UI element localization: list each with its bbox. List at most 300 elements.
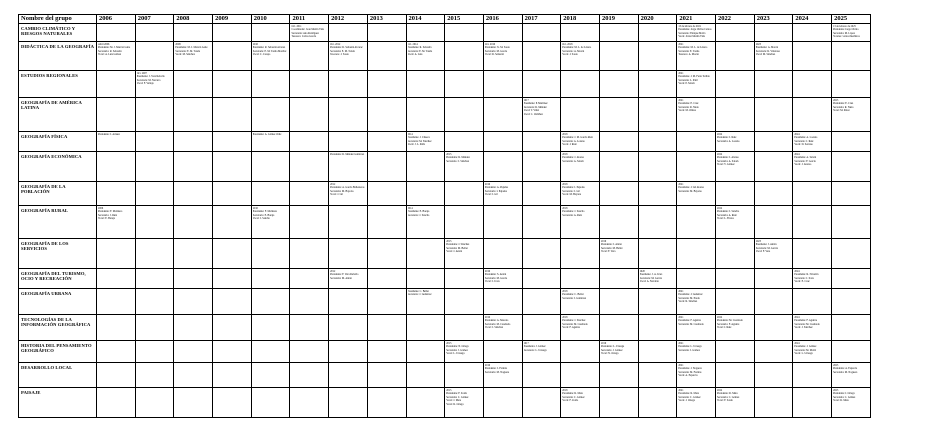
cell-text: Presidenta: M. L. de Lázaro (678, 46, 708, 50)
cell-text: Secretaria: M. Cuadrado (678, 322, 704, 326)
cell-text: Presidente: R. Méndez (446, 156, 470, 160)
cell-2022 (716, 269, 755, 289)
cell-text: Secretario: A. Morón (562, 49, 585, 53)
cell-2010 (251, 24, 290, 42)
table-row (19, 315, 871, 341)
cell-2018 (561, 363, 600, 388)
cell-2014 (406, 182, 445, 206)
cell-2011 (290, 98, 329, 132)
cell-text: Secretaria: E. M. Tonda (407, 49, 433, 53)
year-header-2008: 2008 (174, 15, 213, 24)
cell-2024 (793, 42, 832, 71)
cell-2006 (97, 388, 136, 418)
cell-text: Presidenta: I. Pujadas (562, 186, 585, 190)
cell-text: Secretaria: M. Mollá (794, 348, 816, 352)
cell-2023 (754, 388, 793, 418)
cell-2008 (174, 315, 213, 341)
cell-text: Vocal: R. Ortega (446, 402, 464, 406)
cell-2008 (174, 71, 213, 98)
cell-text: Vocal: Javier Martín Vide (678, 35, 705, 39)
cell-text: 13 de febrero de 2025 (833, 25, 856, 28)
cell-2017 (522, 71, 561, 98)
cell-2011 (290, 315, 329, 341)
cell-text: Secretario: J. Sancho (407, 213, 430, 217)
cell-2016 (483, 152, 522, 182)
cell-2014 (406, 315, 445, 341)
cell-text: Secretaria: M. López (833, 31, 855, 35)
cell-text: Secretaria: C. Gómez (717, 395, 740, 399)
cell-text: 2015 (446, 342, 452, 345)
cell-text: Secretaria: M. Cuadrado (794, 322, 820, 326)
cell-text: 2015 (446, 153, 452, 156)
cell-text: Vocal: J. Antón (446, 250, 463, 254)
cell-2013 (367, 315, 406, 341)
cell-2009 (213, 289, 252, 315)
cell-2018 (561, 239, 600, 269)
cell-text: Vocal: T. Vidal (523, 109, 539, 113)
cell-2011 (290, 239, 329, 269)
cell-text: Vocal: J. Alonso (794, 163, 812, 167)
cell-text: 2022 (717, 133, 723, 136)
cell-2019 (599, 289, 638, 315)
cell-text: Secretaria: M. García (639, 276, 662, 280)
table-row (19, 182, 871, 206)
cell-2008 (174, 182, 213, 206)
cell-text: Presidente: A. Esparcia (833, 367, 858, 371)
cell-text: Secretaria: E. M. Tonda Monllor (252, 49, 287, 53)
cell-text: Secretaria: R. Nieto (833, 105, 854, 109)
cell-2006 (97, 98, 136, 132)
cell-2019 (599, 24, 638, 42)
cell-text: Secretaria: E. M. Tonda (330, 49, 355, 53)
cell-text: Vocal: F. Aguirre (562, 326, 580, 330)
cell-2018 (561, 315, 600, 341)
cell-2025 (832, 24, 871, 42)
cell-2018 (561, 269, 600, 289)
cell-text: Vocal: M. Sánchez (175, 53, 195, 57)
cell-text: Presidente: N. Ortega (446, 345, 469, 349)
cell-text: Presidente: J. Antón (755, 243, 777, 247)
cell-text: Secretaria: C. Gómez (562, 395, 585, 399)
cell-text: Vocal: F. Zoido (562, 399, 579, 403)
cell-2024 (793, 98, 832, 132)
cell-2009 (213, 71, 252, 98)
cell-text: Presidente: A. García Ballesteros (330, 186, 365, 190)
cell-text: Secretaria: M. Bayona (330, 189, 354, 193)
cell-text: 2019 (600, 240, 607, 243)
cell-text: Vocal: L. Urteaga (446, 352, 465, 356)
cell-2012 (329, 42, 368, 71)
cell-2022 (716, 388, 755, 418)
cell-2022 (716, 289, 755, 315)
cell-text: Vocal: R. Mata (833, 399, 849, 403)
cell-text: Vocal: C. Crespo (252, 53, 271, 57)
cell-2018 (561, 152, 600, 182)
cell-text: 2021 (678, 99, 684, 102)
cell-2008 (174, 289, 213, 315)
cell-2015 (445, 24, 484, 42)
cell-2017 (522, 363, 561, 388)
cell-text: 2014 (407, 133, 413, 136)
cell-2007 (135, 269, 174, 289)
cell-text: Tesorero: A. Morón (678, 53, 699, 57)
cell-text: 2018 (562, 290, 568, 293)
table-row (19, 132, 871, 152)
cell-2020 (638, 152, 677, 182)
cell-2025 (832, 363, 871, 388)
cell-2010 (251, 182, 290, 206)
cell-text: Oct. 2007 (136, 72, 147, 75)
cell-2013 (367, 98, 406, 132)
cell-2007 (135, 289, 174, 315)
cell-text: Presidente: J. Sancho (717, 210, 740, 214)
cell-text: 2024 (794, 153, 800, 156)
cell-2008 (174, 42, 213, 71)
cell-2006 (97, 206, 136, 239)
cell-2008 (174, 206, 213, 239)
cell-2006 (97, 152, 136, 182)
cell-text: Presidente: R. Mata (717, 392, 738, 396)
cell-2024 (793, 132, 832, 152)
cell-text: 2018 (562, 389, 568, 392)
cell-2020 (638, 239, 677, 269)
cell-2013 (367, 42, 406, 71)
cell-2012 (329, 71, 368, 98)
cell-2024 (793, 206, 832, 239)
cell-2018 (561, 24, 600, 42)
cell-text: Secretaria: A. Salom (717, 159, 739, 163)
cell-text: 2021 (678, 342, 684, 345)
cell-text: Vocal: M. Sánchez (755, 53, 776, 57)
table-row (19, 289, 871, 315)
cell-2016 (483, 132, 522, 152)
cell-text: Vocal: A. Luis Gómez (98, 53, 122, 57)
cell-2022 (716, 206, 755, 239)
cell-2011 (290, 289, 329, 315)
cell-text: 2016 (484, 364, 491, 367)
cell-text: Presidente: C. Bellet (562, 293, 584, 297)
cell-text: Secretaria: M. Prada (678, 296, 700, 300)
group-name: GEOGRAFÍA DEL TURISMO, OCIO Y RECREACIÓN (19, 269, 97, 289)
cell-2012 (329, 289, 368, 315)
year-header-2019: 2019 (599, 15, 638, 24)
cell-text: 2021 (678, 364, 684, 367)
cell-2012 (329, 132, 368, 152)
cell-text: Secretario: J. Ruiz (98, 213, 118, 217)
cell-text: Secretaria: M. Noguera (484, 370, 510, 374)
cell-text: Secretario: J. Gutiérrez (407, 293, 432, 297)
cell-text: Presidente: J. Alonso (717, 156, 739, 160)
cell-2023 (754, 206, 793, 239)
cell-text: Secretaria: M. García (484, 276, 508, 280)
cell-2006 (97, 24, 136, 42)
table-row (19, 24, 871, 42)
cell-text: Secretario: J. Sánchez (446, 159, 470, 163)
cell-text: Secretaria: E. Tonda (678, 49, 700, 53)
cell-2020 (638, 206, 677, 239)
cell-text: 2021 (678, 316, 684, 319)
cell-2019 (599, 132, 638, 152)
cell-text: Vocal: J. Ruiz (717, 326, 732, 330)
cell-2023 (754, 98, 793, 132)
cell-text: 2021 (678, 389, 684, 392)
cell-2024 (793, 24, 832, 42)
cell-text: Secretaria: M. García (755, 246, 778, 250)
cell-2012 (329, 152, 368, 182)
cell-text: Vocal: V. Gómez (717, 163, 735, 167)
cell-text: Presidente: J. Sánchez (446, 243, 470, 247)
year-header-2014: 2014 (406, 15, 445, 24)
cell-2020 (638, 98, 677, 132)
cell-2025 (832, 269, 871, 289)
cell-2021 (677, 269, 716, 289)
cell-text: Vocal: A. Esparcia (678, 374, 698, 378)
cell-2023 (754, 239, 793, 269)
cell-text: Presidente: R. Sebastiá Alcaraz (330, 46, 363, 50)
cell-2008 (174, 98, 213, 132)
cell-text: Vocal: R. Sánchez (678, 300, 698, 304)
cell-text: 2016 (484, 183, 491, 186)
group-name: GEOGRAFÍA DE LOS SERVICIOS (19, 239, 97, 269)
cell-2007 (135, 71, 174, 98)
cell-2012 (329, 269, 368, 289)
cell-text: 2010 (252, 207, 258, 210)
year-header-2020: 2020 (638, 15, 677, 24)
cell-2007 (135, 239, 174, 269)
cell-2013 (367, 206, 406, 239)
cell-2021 (677, 132, 716, 152)
cell-2014 (406, 206, 445, 239)
table-row (19, 98, 871, 132)
cell-text: Presidente: F. Molinero (252, 210, 278, 214)
cell-text: Secretaria: E. M. Tonda (175, 49, 200, 53)
cell-text: 2025 (833, 99, 839, 102)
cell-2025 (832, 152, 871, 182)
cell-2010 (251, 388, 290, 418)
cell-2009 (213, 206, 252, 239)
cell-2006 (97, 341, 136, 363)
cell-text: Presidenta: A. Salom (794, 156, 817, 160)
cell-2021 (677, 363, 716, 388)
cell-2022 (716, 71, 755, 98)
year-header-2012: 2012 (329, 15, 368, 24)
cell-text: Vocal: F. Vera (755, 250, 771, 254)
cell-2009 (213, 269, 252, 289)
cell-2014 (406, 239, 445, 269)
cell-2024 (793, 152, 832, 182)
cell-2024 (793, 289, 832, 315)
cell-text: 2022 (717, 207, 723, 210)
cell-2012 (329, 98, 368, 132)
cell-2013 (367, 71, 406, 98)
cell-text: Secretaria: M. García (484, 49, 508, 53)
cell-text: Oct. 2016 (484, 43, 496, 46)
cell-text: Vocal: L. Urteaga (794, 352, 813, 356)
group-name: CAMBIO CLIMÁTICO Y RIESGOS NATURALES (19, 24, 97, 42)
cell-2020 (638, 42, 677, 71)
cell-2011 (290, 363, 329, 388)
cell-2012 (329, 206, 368, 239)
cell-2017 (522, 42, 561, 71)
cell-2010 (251, 98, 290, 132)
cell-2007 (135, 206, 174, 239)
cell-2022 (716, 132, 755, 152)
cell-2016 (483, 315, 522, 341)
cell-2009 (213, 42, 252, 71)
cell-text: Presidente: M. J. Marrón Gaite (98, 46, 131, 50)
cell-2016 (483, 239, 522, 269)
year-header-2023: 2023 (754, 15, 793, 24)
cell-text: Vocal: J. Ruiz (562, 143, 577, 147)
cell-2016 (483, 98, 522, 132)
cell-text: Vocal: J. Ortega (678, 399, 695, 403)
cell-2018 (561, 206, 600, 239)
cell-2006 (97, 71, 136, 98)
group-name: GEOGRAFÍA DE LA POBLACIÓN (19, 182, 97, 206)
cell-2023 (754, 42, 793, 71)
cell-2022 (716, 239, 755, 269)
cell-2007 (135, 24, 174, 42)
cell-2010 (251, 363, 290, 388)
cell-2016 (483, 269, 522, 289)
cell-2021 (677, 239, 716, 269)
cell-2025 (832, 182, 871, 206)
cell-text: Secretario: F. García (794, 159, 816, 163)
cell-2009 (213, 152, 252, 182)
table-row (19, 206, 871, 239)
cell-2017 (522, 239, 561, 269)
cell-2014 (406, 363, 445, 388)
year-header-2018: 2018 (561, 15, 600, 24)
year-header-2024: 2024 (793, 15, 832, 24)
table-row (19, 152, 871, 182)
cell-2021 (677, 388, 716, 418)
cell-text: Vocal: R. Sebastiá (484, 53, 504, 57)
cell-2024 (793, 388, 832, 418)
cell-2007 (135, 182, 174, 206)
cell-2015 (445, 132, 484, 152)
cell-2009 (213, 98, 252, 132)
cell-2011 (290, 132, 329, 152)
table-row (19, 363, 871, 388)
table-row (19, 388, 871, 418)
cell-2025 (832, 71, 871, 98)
cell-2011 (290, 71, 329, 98)
cell-text: 2022 (717, 316, 723, 319)
cell-2009 (213, 24, 252, 42)
cell-2021 (677, 206, 716, 239)
cell-2012 (329, 388, 368, 418)
cell-text: Presidente: L. Urteaga (600, 345, 625, 349)
cell-2012 (329, 363, 368, 388)
cell-2006 (97, 363, 136, 388)
cell-2021 (677, 152, 716, 182)
cell-2025 (832, 239, 871, 269)
cell-text: 2022 (717, 153, 723, 156)
cell-text: 2012 (330, 270, 336, 273)
cell-text: Presidente: J. Ruiz (717, 136, 737, 140)
cell-2015 (445, 182, 484, 206)
cell-text: 13 de febrero de 2021 (678, 25, 702, 28)
cell-2021 (677, 289, 716, 315)
cell-text: Secretario: J. Ivars (794, 276, 814, 280)
cell-text: Vocal: J. Souto (562, 53, 578, 57)
cell-2014 (406, 341, 445, 363)
cell-2010 (251, 315, 290, 341)
cell-2022 (716, 341, 755, 363)
cell-2006 (97, 132, 136, 152)
cell-text: Secretaria: M. Bellet (446, 246, 468, 250)
cell-2021 (677, 98, 716, 132)
cell-2008 (174, 152, 213, 182)
cell-text: Secretaria: M. Bellet (600, 246, 623, 250)
cell-text: Presidente: F. Aguirre (678, 319, 701, 323)
cell-text: 2022 (717, 389, 723, 392)
cell-2014 (406, 71, 445, 98)
cell-2023 (754, 132, 793, 152)
cell-2015 (445, 152, 484, 182)
cell-text: Presidente: R. Méndez Gutiérrez (330, 153, 365, 156)
cell-text: Secretaria: A. Lozano (717, 139, 740, 143)
cell-2006 (97, 315, 136, 341)
cell-2016 (483, 363, 522, 388)
cell-text: Presidente: J. Chueca (407, 136, 430, 140)
group-name: GEOGRAFÍA RURAL (19, 206, 97, 239)
cell-text: Secretaria: C. Gómez (678, 395, 701, 399)
cell-2015 (445, 71, 484, 98)
cell-text: Presidente: E. Baraja (407, 210, 430, 214)
cell-text: Presidenta: A. Lozano (794, 136, 818, 140)
cell-text: Presidente: J. Sancho (562, 210, 585, 214)
group-name: DIDÁCTICA DE LA GEOGRAFÍA (19, 42, 97, 71)
cell-2017 (522, 24, 561, 42)
cell-text: 2021 (678, 43, 684, 46)
cell-text: Vocal: J. Sánchez (484, 326, 504, 330)
cell-text: Vocal: F. Vera (600, 250, 616, 254)
year-header-2021: 2021 (677, 15, 716, 24)
cell-text: Presidente: X. M. Souto (484, 46, 510, 50)
cell-text: Secretaria: R. Méndez (523, 105, 547, 109)
cell-2009 (213, 363, 252, 388)
cell-2012 (329, 341, 368, 363)
cell-text: Secretaria: M. Cuadrado (562, 322, 588, 326)
cell-2018 (561, 289, 600, 315)
cell-2023 (754, 269, 793, 289)
cell-text: Secretario: J. Gil (562, 189, 580, 193)
cell-text: Presidente: J. A. Ivars (639, 273, 663, 277)
cell-2012 (329, 315, 368, 341)
cell-text: Secretaria: M. Navarro (136, 78, 161, 82)
cell-2006 (97, 239, 136, 269)
cell-text: Presidente: J. Alonso (562, 156, 585, 160)
cell-2021 (677, 24, 716, 42)
cell-2025 (832, 206, 871, 239)
cell-2007 (135, 363, 174, 388)
cell-2021 (677, 341, 716, 363)
cell-2007 (135, 42, 174, 71)
cell-text: Secretaria: A. Ruiz (562, 213, 582, 217)
cell-text: 2020 (639, 270, 645, 273)
group-name: GEOGRAFÍA FÍSICA (19, 132, 97, 152)
cell-2016 (483, 388, 522, 418)
cell-2017 (522, 315, 561, 341)
cell-text: Presidente: S. Antón (484, 273, 507, 277)
cell-2017 (522, 269, 561, 289)
cell-text: Vocal: M. Pérez (833, 109, 850, 113)
cell-2017 (522, 341, 561, 363)
cell-2009 (213, 239, 252, 269)
cell-2011 (290, 341, 329, 363)
